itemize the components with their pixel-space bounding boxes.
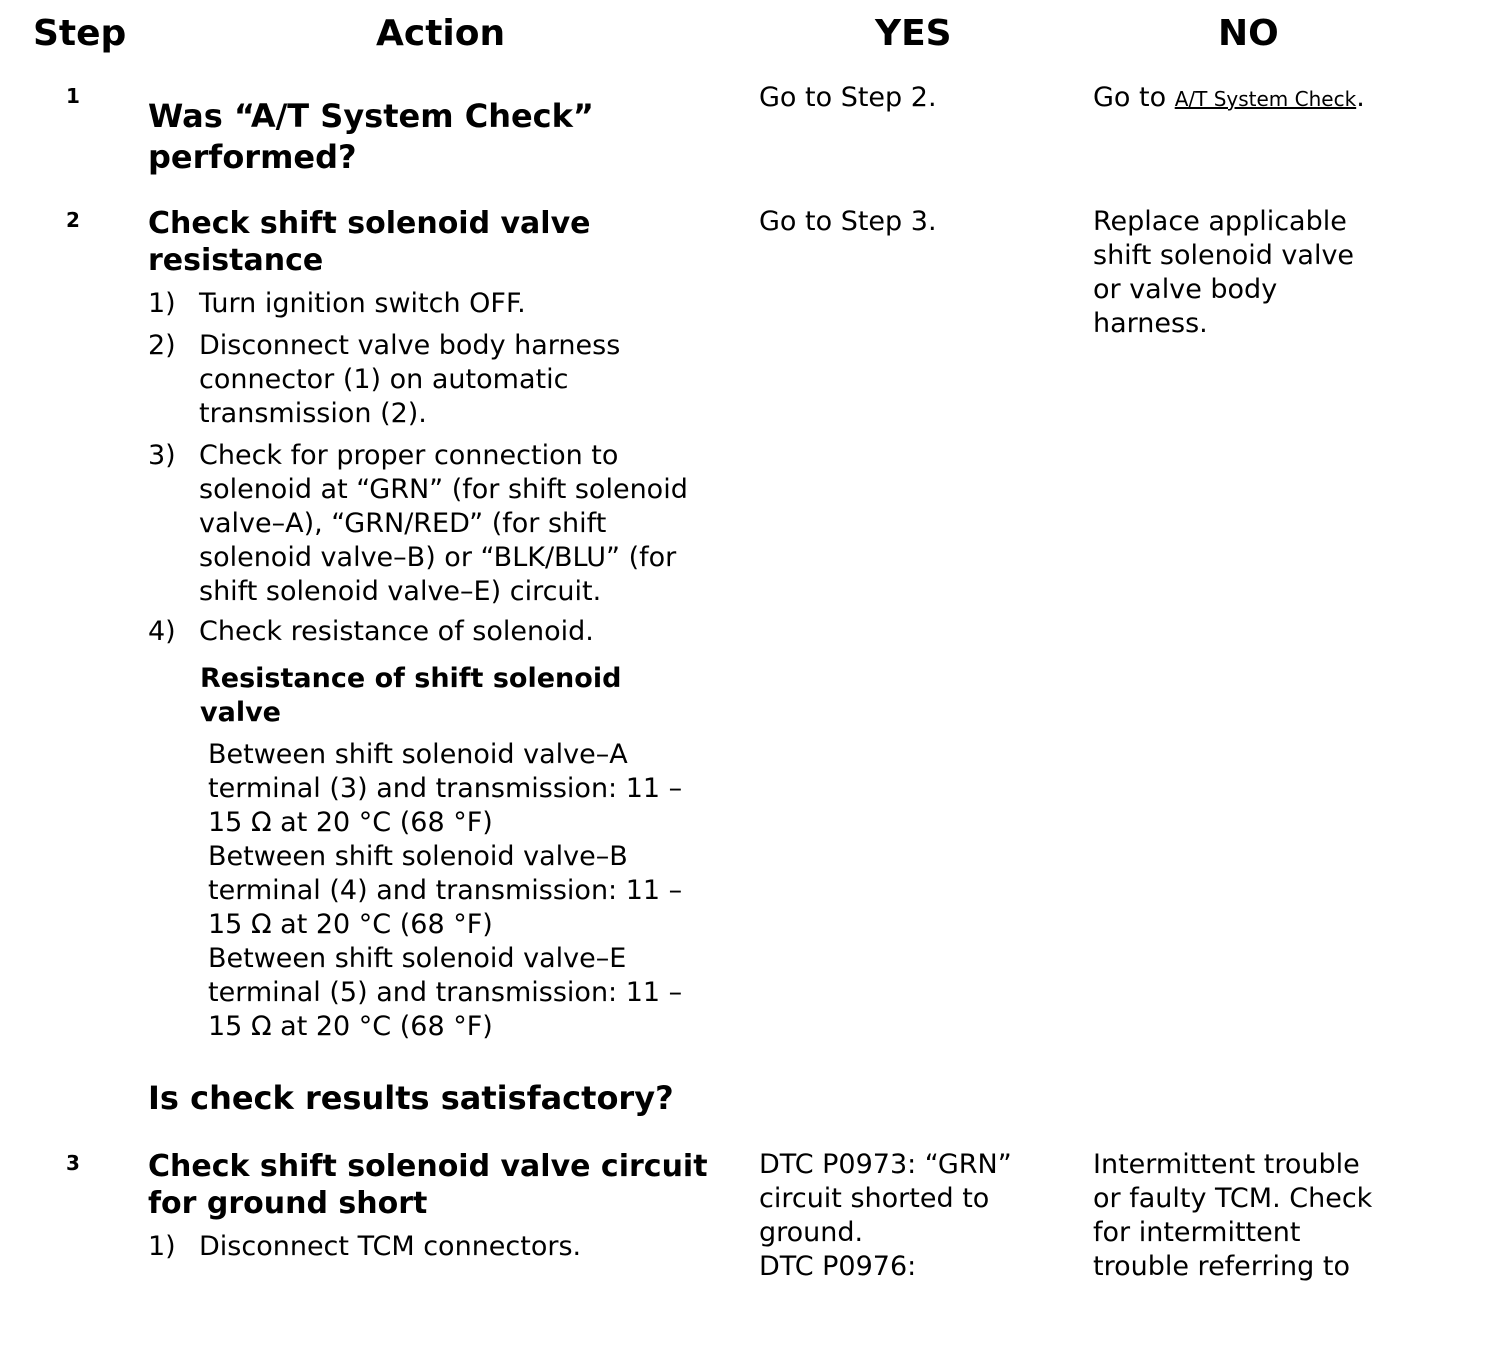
spec-line: 15 Ω at 20 °C (68 °F) xyxy=(208,807,493,838)
step-3-yes-line: circuit shorted to xyxy=(759,1183,990,1214)
spec-line: terminal (5) and transmission: 11 – xyxy=(208,977,683,1008)
step-3-no xyxy=(1093,1148,1372,1284)
header-step: Step xyxy=(33,13,127,54)
list-number: 4) xyxy=(148,616,176,647)
step-1-no xyxy=(1093,81,1365,116)
at-system-check-link[interactable]: A/T System Check xyxy=(1174,87,1357,111)
step-3-no-line: for intermittent xyxy=(1093,1217,1301,1248)
list-text: solenoid at “GRN” (for shift solenoid xyxy=(199,474,688,505)
step-2-title-line: Check shift solenoid valve xyxy=(148,206,591,241)
step-3-yes-line: ground. xyxy=(759,1217,864,1248)
header-action: Action xyxy=(376,13,506,54)
spec-line: Between shift solenoid valve–E xyxy=(208,943,627,974)
step-2-title-line: resistance xyxy=(148,243,324,278)
list-text: Check for proper connection to xyxy=(199,440,619,471)
step-3-title xyxy=(148,1148,708,1222)
step-3-yes-line: DTC P0976: xyxy=(759,1251,917,1282)
step-2-question: Is check results satisfactory? xyxy=(148,1079,674,1117)
list-text: transmission (2). xyxy=(199,398,427,429)
step-3-yes xyxy=(759,1148,1012,1284)
step-1-question xyxy=(148,96,594,178)
step-2-no-line: shift solenoid valve xyxy=(1093,240,1355,271)
step-3-item-1 xyxy=(148,1230,581,1264)
step-3-no-line: trouble referring to xyxy=(1093,1251,1350,1282)
step-1-no-suffix: . xyxy=(1356,82,1365,113)
step-2-item-4 xyxy=(148,615,594,649)
list-text: Check resistance of solenoid. xyxy=(199,616,594,647)
step-2-no-line: or valve body xyxy=(1093,274,1278,305)
spec-title-line: valve xyxy=(200,697,281,728)
spec-line: 15 Ω at 20 °C (68 °F) xyxy=(208,1011,493,1042)
step-2-no-line: harness. xyxy=(1093,308,1208,339)
list-text: connector (1) on automatic xyxy=(199,364,569,395)
list-text: Disconnect valve body harness xyxy=(199,330,621,361)
spec-line: Between shift solenoid valve–B xyxy=(208,841,628,872)
step-2-item-3 xyxy=(148,439,688,609)
list-text: shift solenoid valve–E) circuit. xyxy=(199,576,602,607)
header-yes: YES xyxy=(875,13,952,54)
step-1-question-line: performed? xyxy=(148,138,357,176)
list-number: 1) xyxy=(148,1231,176,1262)
list-number: 1) xyxy=(148,288,176,319)
spec-line: terminal (4) and transmission: 11 – xyxy=(208,875,683,906)
step-3-number: 3 xyxy=(66,1151,80,1175)
step-2-number: 2 xyxy=(66,208,80,232)
spec-line: Between shift solenoid valve–A xyxy=(208,739,628,770)
step-1-number: 1 xyxy=(66,84,80,108)
step-2-yes: Go to Step 3. xyxy=(759,206,937,237)
spec-line: terminal (3) and transmission: 11 – xyxy=(208,773,683,804)
list-text: solenoid valve–B) or “BLK/BLU” (for xyxy=(199,542,677,573)
list-number: 3) xyxy=(148,440,176,471)
step-3-no-line: Intermittent trouble xyxy=(1093,1149,1360,1180)
list-number: 2) xyxy=(148,330,176,361)
list-text: Turn ignition switch OFF. xyxy=(199,288,526,319)
step-3-title-line: for ground short xyxy=(148,1186,428,1221)
spec-title-line: Resistance of shift solenoid xyxy=(200,663,622,694)
step-3-no-line: or faulty TCM. Check xyxy=(1093,1183,1373,1214)
list-text: valve–A), “GRN/RED” (for shift xyxy=(199,508,607,539)
step-3-yes-line: DTC P0973: “GRN” xyxy=(759,1149,1012,1180)
spec-title xyxy=(200,662,621,730)
resistance-specs xyxy=(208,738,682,1044)
step-3-title-line: Check shift solenoid valve circuit xyxy=(148,1149,708,1184)
step-2-item-1 xyxy=(148,287,526,321)
step-2-item-2 xyxy=(148,329,620,431)
step-1-question-line: Was “A/T System Check” xyxy=(148,97,594,135)
step-2-no-line: Replace applicable xyxy=(1093,206,1347,237)
list-text: Disconnect TCM connectors. xyxy=(199,1231,582,1262)
spec-line: 15 Ω at 20 °C (68 °F) xyxy=(208,909,493,940)
step-2-title xyxy=(148,205,591,279)
step-1-no-prefix: Go to xyxy=(1093,82,1175,113)
header-no: NO xyxy=(1218,13,1279,54)
step-1-yes: Go to Step 2. xyxy=(759,82,937,113)
step-2-no xyxy=(1093,205,1354,341)
